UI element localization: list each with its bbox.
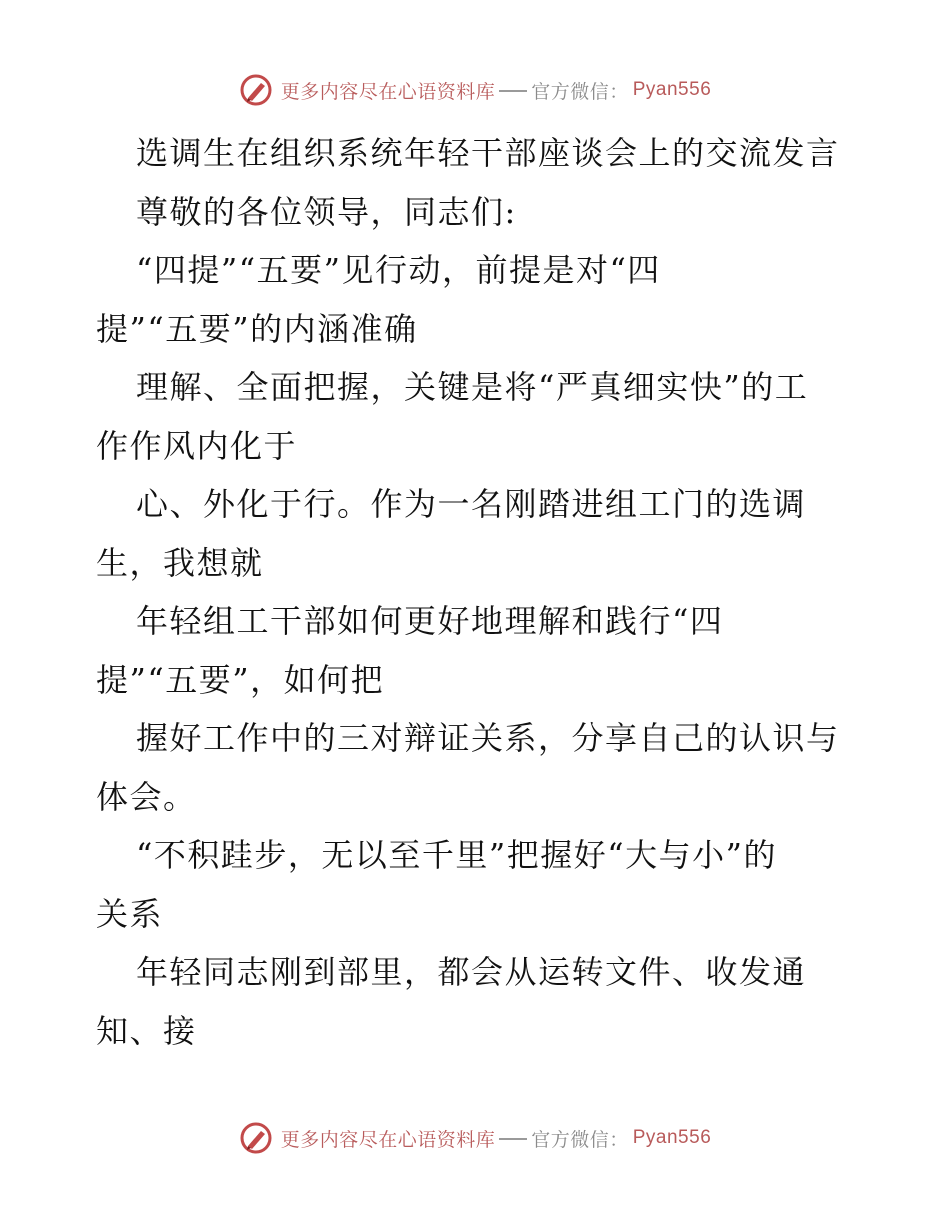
paragraph-line: 提”“五要”，如何把: [96, 660, 385, 699]
footer-contact-value: Pyan556: [632, 1127, 712, 1148]
salutation: 尊敬的各位领导，同志们:: [136, 192, 517, 231]
paragraph-line: 年轻同志刚到部里，都会从运转文件、收发通: [136, 953, 807, 991]
footer-brand: [281, 1125, 712, 1152]
paragraph-line: 作作风内化于: [96, 426, 298, 465]
header-contact-value: Pyan556: [632, 79, 712, 100]
footer-brand-text: 更多内容尽在心语资料库: [280, 1128, 496, 1151]
document-title: 选调生在组织系统年轻干部座谈会上的交流发言: [136, 134, 840, 172]
pen-circle-logo-icon: [239, 73, 273, 107]
section-heading-line: “不积跬步，无以至千里”把握好“大与小”的: [136, 836, 777, 874]
paragraph-line: 握好工作中的三对辩证关系，分享自己的认识与: [136, 719, 840, 757]
section-heading-line: 关系: [96, 894, 164, 933]
header-brand: [281, 77, 712, 104]
paragraph-line: 理解、全面把握，关键是将“严真细实快”的工: [136, 368, 809, 406]
paragraph-line: 年轻组工干部如何更好地理解和践行“四: [136, 602, 724, 640]
paragraph-line: 体会。: [96, 777, 197, 816]
footer-dash: [499, 1138, 527, 1140]
document-body: [96, 124, 876, 1060]
paragraph-line: 知、接: [96, 1011, 197, 1050]
paragraph-line: “四提”“五要”见行动，前提是对“四: [136, 251, 661, 289]
pen-circle-logo-icon: [239, 1121, 273, 1155]
header-brand-text: 更多内容尽在心语资料库: [280, 80, 496, 103]
paragraph-line: 生，我想就: [96, 543, 264, 582]
footer-watermark: [0, 1118, 950, 1158]
footer-contact-label: 官方微信：: [531, 1128, 629, 1151]
header-contact-label: 官方微信：: [531, 80, 629, 103]
header-watermark: [0, 70, 950, 110]
header-dash: [499, 90, 527, 92]
paragraph-line: 心、外化于行。作为一名刚踏进组工门的选调: [136, 485, 807, 523]
paragraph-line: 提”“五要”的内涵准确: [96, 309, 418, 348]
